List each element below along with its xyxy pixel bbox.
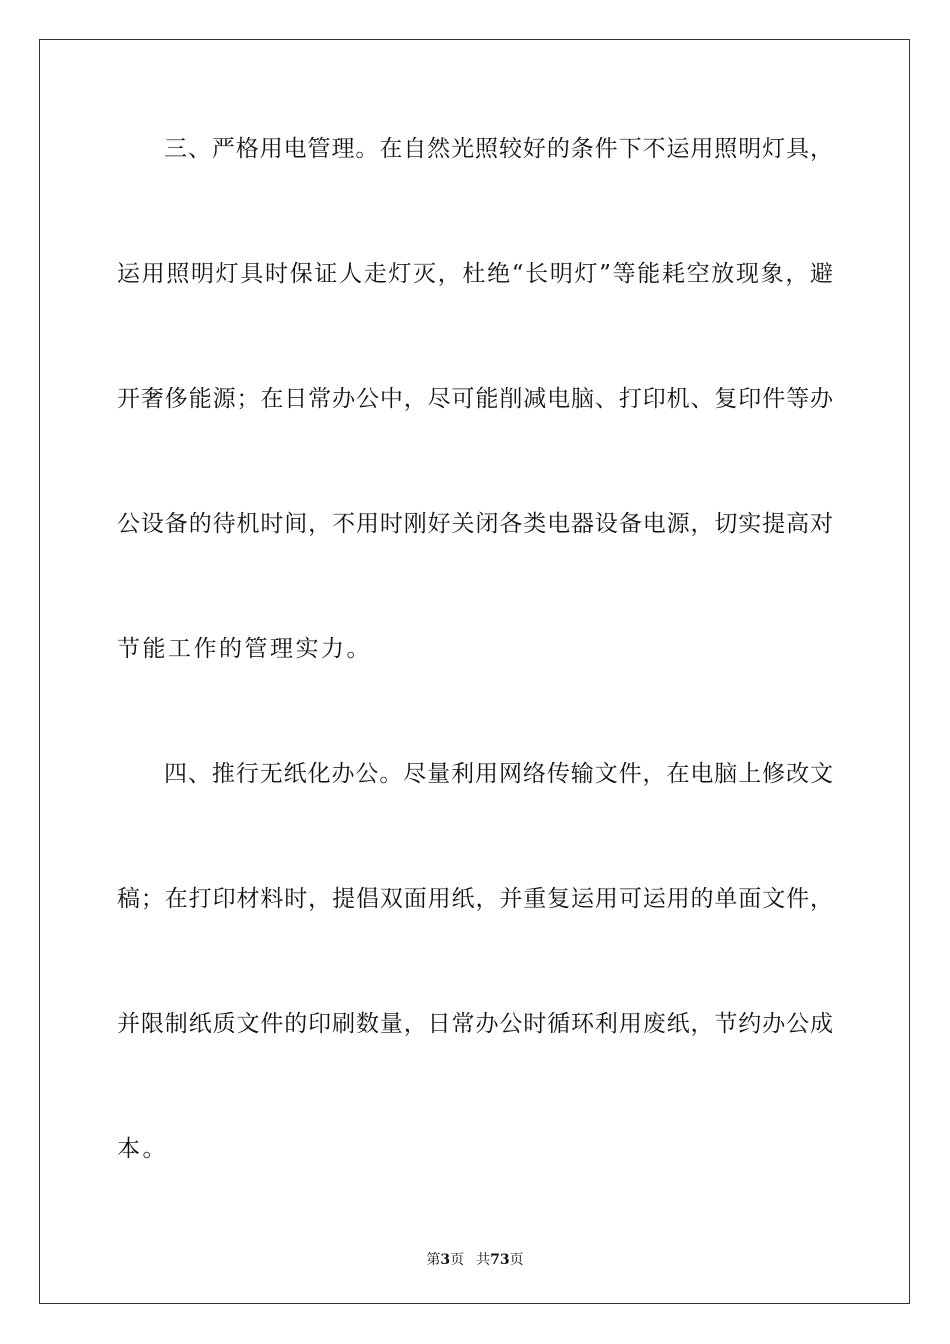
page-footer — [0, 1249, 950, 1269]
page-prefix: 第 — [426, 1252, 441, 1268]
total-suffix: 页 — [509, 1252, 524, 1268]
total-pages: 73 — [490, 1252, 510, 1268]
paragraph-2-line-2: 稿；在打印材料时，提倡双面用纸，并重复运用可运用的单面文件， — [117, 886, 833, 912]
paragraph-2-line-3: 并限制纸质文件的印刷数量，日常办公时循环利用废纸，节约办公成 — [117, 1011, 833, 1037]
paragraph-2-line-4: 本。 — [117, 1136, 168, 1162]
total-prefix: 共 — [476, 1252, 491, 1268]
paragraph-1-line-3: 开奢侈能源；在日常办公中，尽可能削减电脑、打印机、复印件等办 — [117, 386, 833, 412]
paragraph-1-line-5: 节能工作的管理实力。 — [117, 636, 372, 662]
page-border — [39, 39, 910, 1304]
paragraph-1-line-1: 三、严格用电管理。在自然光照较好的条件下不运用照明灯具， — [164, 136, 833, 162]
paragraph-1-line-2: 运用照明灯具时保证人走灯灭，杜绝“长明灯”等能耗空放现象，避 — [117, 261, 833, 287]
page-suffix: 页 — [450, 1252, 465, 1268]
paragraph-2-line-1: 四、推行无纸化办公。尽量利用网络传输文件，在电脑上修改文 — [164, 761, 833, 787]
paragraph-1-line-4: 公设备的待机时间，不用时刚好关闭各类电器设备电源，切实提高对 — [117, 511, 833, 537]
page-number: 3 — [440, 1252, 451, 1268]
